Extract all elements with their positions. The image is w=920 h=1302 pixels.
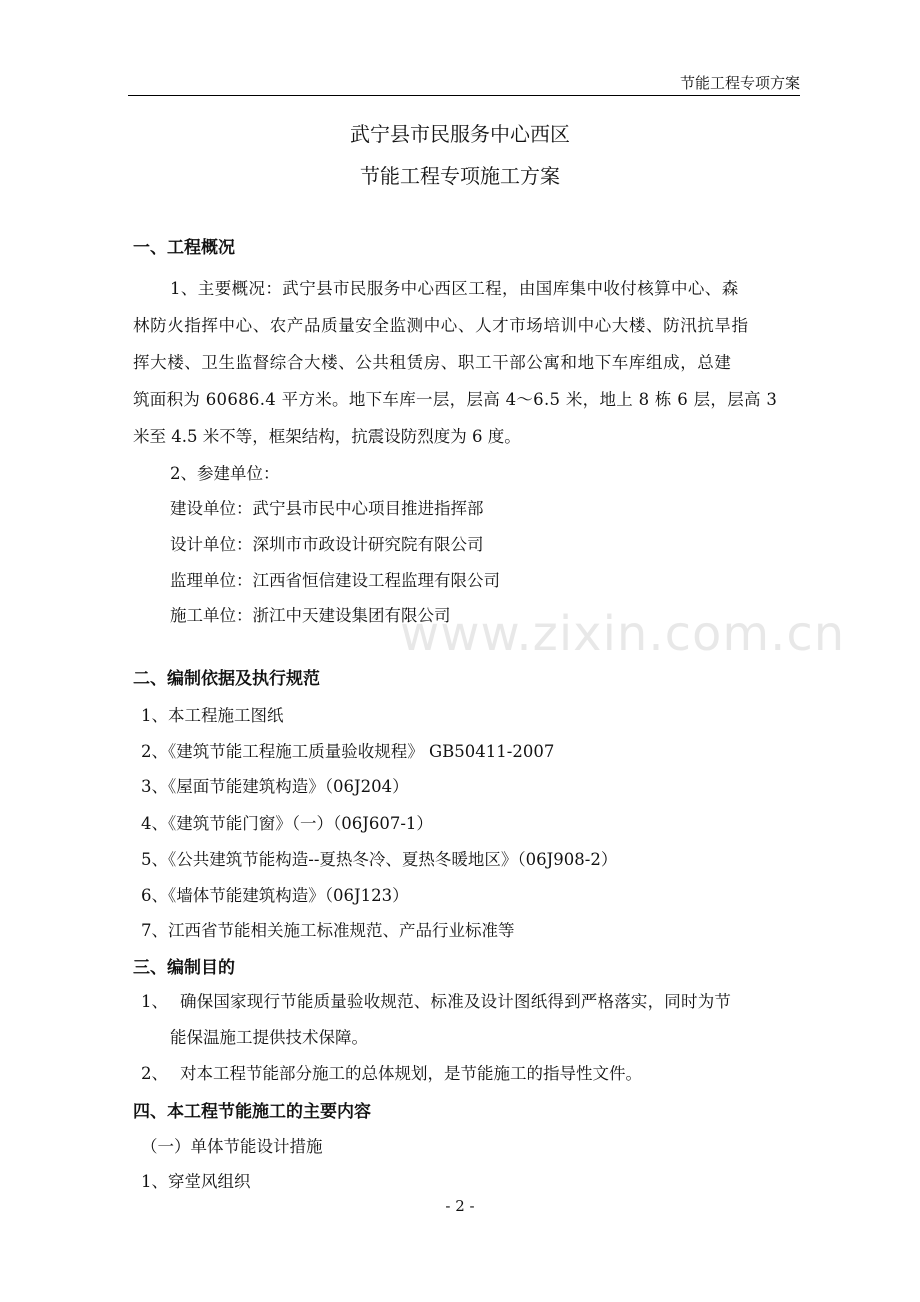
basis-item: 7、江西省节能相关施工标准规范、产品行业标准等 [141,921,515,940]
basis-item: 2、《建筑节能工程施工质量验收规程》 GB50411-2007 [141,742,555,761]
watermark: www.zixin.com.cn [400,606,846,662]
paragraph-line: 米至 4.5 米不等，框架结构，抗震设防烈度为 6 度。 [133,427,521,446]
purpose-item-text: 确保国家现行节能质量验收规范、标准及设计图纸得到严格落实，同时为节 [180,992,732,1011]
unit-item: 设计单位：深圳市市政设计研究院有限公司 [170,535,484,554]
unit-item: 监理单位：江西省恒信建设工程监理有限公司 [170,571,500,590]
header-rule [128,95,800,96]
basis-item: 3、《屋面节能建筑构造》（06J204） [141,777,409,796]
paragraph-line: 1、主要概况：武宁县市民服务中心西区工程，由国库集中收付核算中心、森 [170,279,739,298]
unit-item: 施工单位：浙江中天建设集团有限公司 [170,606,451,625]
page-number: - 2 - [445,1197,475,1215]
section3-heading: 三、编制目的 [133,958,235,978]
paragraph-line: 林防火指挥中心、农产品质量安全监测中心、人才市场培训中心大楼、防汛抗旱指 [133,316,749,335]
unit-item: 建设单位：武宁县市民中心项目推进指挥部 [170,499,484,518]
section4-heading: 四、本工程节能施工的主要内容 [133,1102,371,1122]
purpose-item-text: 能保温施工提供技术保障。 [170,1028,368,1047]
section2-heading: 二、编制依据及执行规范 [133,669,320,689]
subsection-heading: （一）单体节能设计措施 [141,1137,323,1156]
purpose-item-number: 1、 [141,992,168,1011]
purpose-item-text: 对本工程节能部分施工的总体规划，是节能施工的指导性文件。 [180,1064,642,1083]
paragraph-line: 挥大楼、卫生监督综合大楼、公共租赁房、职工干部公寓和地下车库组成，总建 [133,353,732,372]
doc-title-line1: 武宁县市民服务中心西区 [350,122,570,146]
basis-item: 5、《公共建筑节能构造--夏热冬冷、夏热冬暖地区》（06J908-2） [141,850,618,869]
basis-item: 1、本工程施工图纸 [141,706,284,725]
participants-heading: 2、参建单位： [170,464,280,483]
basis-item: 6、《墙体节能建筑构造》（06J123） [141,886,409,905]
paragraph-line: 筑面积为 60686.4 平方米。地下车库一层，层高 4～6.5 米，地上 8 栋 6 层，层高 3 [133,390,778,409]
doc-title-line2: 节能工程专项施工方案 [360,164,560,188]
running-header: 节能工程专项方案 [679,74,800,92]
purpose-item-number: 2、 [141,1064,168,1083]
section1-heading: 一、工程概况 [133,238,235,258]
content-item: 1、穿堂风组织 [141,1172,251,1191]
basis-item: 4、《建筑节能门窗》（一）（06J607-1） [141,814,433,833]
